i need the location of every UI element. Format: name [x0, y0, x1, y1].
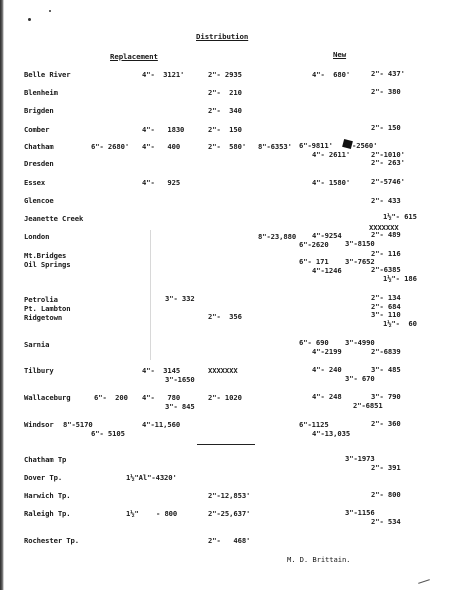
town-name: London: [24, 232, 50, 241]
pipe-entry: 3"-8150: [345, 239, 375, 248]
pipe-entry: 2"- 684: [371, 302, 401, 311]
pipe-entry: 6"-1125: [299, 420, 329, 429]
town-name: Glencoe: [24, 196, 54, 205]
pipe-entry: 2"- 1020: [208, 393, 242, 402]
town-name: Ridgetown: [24, 313, 63, 322]
pipe-entry: 4"-13,035: [312, 429, 351, 438]
pipe-entry: 2"- 580': [208, 142, 247, 151]
pipe-entry: 4"- 780: [142, 393, 181, 402]
pipe-entry: 2"- 380: [371, 87, 401, 96]
pipe-entry: 1½"- 615: [383, 212, 417, 221]
town-name: Petrolia: [24, 295, 58, 304]
pipe-entry: 2"- 534: [371, 517, 401, 526]
pipe-entry: 2"-12,853': [208, 491, 251, 500]
town-name: Dover Tp.: [24, 473, 63, 482]
speck-mark: [28, 18, 31, 21]
header-new: New: [333, 50, 347, 59]
town-name: Windsor: [24, 420, 54, 429]
pipe-entry: 3"- 110: [371, 310, 401, 319]
town-name: Blenheim: [24, 88, 58, 97]
pipe-entry: 2"- 2935: [208, 70, 242, 79]
town-name: Oil Springs: [24, 260, 71, 269]
pipe-entry: 4"- 248: [312, 392, 342, 401]
speck-mark: [49, 10, 51, 12]
pipe-entry: 4"- 2611': [312, 150, 351, 159]
town-name: Jeanette Creek: [24, 214, 84, 223]
pipe-entry: 2"- 437': [371, 69, 405, 78]
town-name: Harwich Tp.: [24, 491, 71, 500]
pipe-entry: 4"-11,560: [142, 420, 181, 429]
pipe-entry: 2"- 263': [371, 158, 405, 167]
pipe-entry: 4"-2199: [312, 347, 342, 356]
pipe-entry: 8"-5170: [63, 420, 93, 429]
pipe-entry: 3"- 845: [165, 402, 195, 411]
pipe-entry: 2"- 433: [371, 196, 401, 205]
pipe-entry: 2"- 489: [371, 230, 401, 239]
pipe-entry: 4"- 3145: [142, 366, 181, 375]
page-title: Distribution: [196, 32, 249, 41]
town-name: Tilbury: [24, 366, 54, 375]
town-name: Chatham: [24, 142, 54, 151]
pipe-entry: 2"- 391: [371, 463, 401, 472]
signature-name: M. D. Brittain.: [287, 555, 351, 564]
pipe-entry: 4"-1246: [312, 266, 342, 275]
pipe-entry: 2"-25,637': [208, 509, 251, 518]
pipe-entry: 3"-1156: [345, 508, 375, 517]
pipe-entry: 2"- 210: [208, 88, 242, 97]
pipe-entry: 6"-2620: [299, 240, 329, 249]
pipe-entry: 2"-6385: [371, 265, 401, 274]
pipe-entry: 4"- 400: [142, 142, 181, 151]
pipe-entry: 4"- 1580': [312, 178, 351, 187]
town-name: Wallaceburg: [24, 393, 71, 402]
pipe-entry: 2"- 800: [371, 490, 401, 499]
pipe-entry: 2"-5746': [371, 177, 405, 186]
pipe-entry: 6"- 5105: [91, 429, 125, 438]
scan-edge-shadow: [0, 0, 4, 590]
pipe-entry: 2"- 150: [371, 123, 401, 132]
pipe-entry: 8"-6353': [258, 142, 292, 151]
pipe-entry: 6"-9811': [299, 141, 333, 150]
town-name: Comber: [24, 125, 50, 134]
struck-entry: XXXXXXX: [369, 223, 399, 232]
pen-mark: [418, 579, 430, 584]
pipe-entry: 2"- 468': [208, 536, 251, 545]
pipe-entry: 3"-1973: [345, 454, 375, 463]
pipe-entry: 1½"- 60: [383, 319, 417, 328]
header-replacement: Replacement: [110, 52, 158, 61]
pipe-entry: 2"- 134: [371, 293, 401, 302]
pipe-entry: 2"- 340: [208, 106, 242, 115]
pipe-entry: 4"- 1830: [142, 125, 185, 134]
pipe-entry: 4"- 3121': [142, 70, 185, 79]
pipe-entry: 1½"- 186: [383, 274, 417, 283]
town-name: Brigden: [24, 106, 54, 115]
pipe-entry: 4"- 925: [142, 178, 181, 187]
town-name: Dresden: [24, 159, 54, 168]
town-name: Sarnia: [24, 340, 50, 349]
town-name: Chatham Tp: [24, 455, 67, 464]
pipe-entry: 2"- 356: [208, 312, 242, 321]
pipe-entry: 4"- 680': [312, 70, 351, 79]
town-name: Pt. Lambton: [24, 304, 71, 313]
pipe-entry: 3"-7652: [345, 257, 375, 266]
pipe-entry: 2"-1010': [371, 150, 405, 159]
pipe-entry: 3"- 670: [345, 374, 375, 383]
pipe-entry: 8"-23,880: [258, 232, 297, 241]
pipe-entry: - 800: [156, 509, 178, 518]
pipe-entry: -2560': [352, 141, 378, 150]
pipe-entry: 6"- 171: [299, 257, 329, 266]
pipe-entry: 3"- 790: [371, 392, 401, 401]
struck-entry: XXXXXXX: [208, 366, 238, 375]
pipe-entry: 2"-6839: [371, 347, 401, 356]
scan-smudge: [150, 230, 151, 360]
pipe-entry: 6"- 2680': [91, 142, 130, 151]
pipe-entry: 3"- 332: [165, 294, 195, 303]
divider-line: [197, 444, 255, 445]
pipe-entry: 2"- 116: [371, 249, 401, 258]
pipe-entry: 3"- 485: [371, 365, 401, 374]
pipe-entry: 4"- 240: [312, 365, 342, 374]
town-name: Belle River: [24, 70, 71, 79]
pipe-entry: 2"- 360: [371, 419, 401, 428]
pipe-entry: 1½": [126, 509, 139, 518]
pipe-entry: 1½"Al"-4320': [126, 473, 177, 482]
pipe-entry: 3"-4990: [345, 338, 375, 347]
pipe-entry: 2"- 150: [208, 125, 242, 134]
pipe-entry: 2"-6851: [353, 401, 383, 410]
pipe-entry: 3"-1650: [165, 375, 195, 384]
town-name: Mt.Bridges: [24, 251, 67, 260]
pipe-entry: 4"-9254: [312, 231, 342, 240]
pipe-entry: 6"- 690: [299, 338, 329, 347]
town-name: Raleigh Tp.: [24, 509, 71, 518]
pipe-entry: 6"- 200: [94, 393, 128, 402]
town-name: Essex: [24, 178, 46, 187]
town-name: Rochester Tp.: [24, 536, 79, 545]
